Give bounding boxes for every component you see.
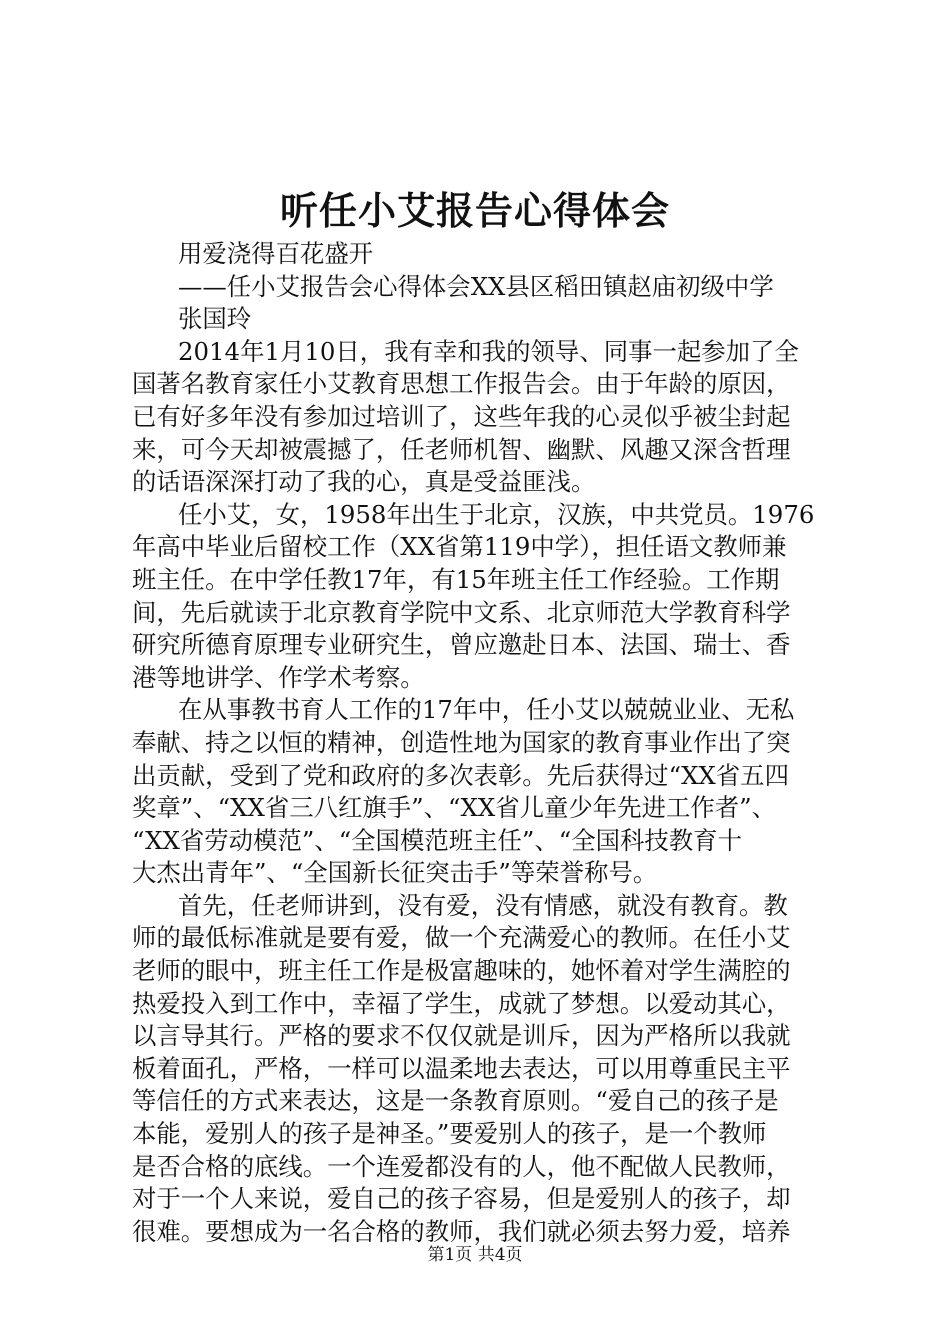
paragraph-line: 班主任。在中学任教17年，有15年班主任工作经验。工作期 xyxy=(132,564,780,594)
document-title: 听任小艾报告心得体会 xyxy=(279,188,670,233)
paragraph-line: 在从事教书育人工作的17年中，任小艾以兢兢业业、无私 xyxy=(178,695,795,725)
paragraph-line: 以言导其行。严格的要求不仅仅就是训斥，因为严格所以我就 xyxy=(132,1021,791,1051)
paragraph-line: 很难。要想成为一名合格的教师，我们就必须去努力爱，培养 xyxy=(132,1216,791,1246)
paragraph-line: 年高中毕业后留校工作（XX省第119中学），担任语文教师兼 xyxy=(132,532,787,562)
paragraph-2 xyxy=(132,499,832,695)
paragraph-line: 国著名教育家任小艾教育思想工作报告会。由于年龄的原因， xyxy=(132,369,791,399)
page-footer: 第1页 共4页 xyxy=(427,1245,523,1265)
paragraph-line: 是否合格的底线。一个连爱都没有的人，他不配做人民教师， xyxy=(132,1151,791,1181)
paragraph-line: 港等地讲学、作学术考察。 xyxy=(132,662,425,692)
document-body xyxy=(132,238,832,1248)
paragraph-line: 2014年1月10日，我有幸和我的领导、同事一起参加了全 xyxy=(178,336,799,366)
paragraph-line: 间，先后就读于北京教育学院中文系、北京师范大学教育科学 xyxy=(132,597,791,627)
paragraph-line: 等信任的方式来表达，这是一条教育原则。“爱自己的孩子是 xyxy=(132,1086,779,1116)
paragraph-line: 板着面孔，严格，一样可以温柔地去表达，可以用尊重民主平 xyxy=(132,1053,791,1083)
paragraph-line: 来，可今天却被震撼了，任老师机智、幽默、风趣又深含哲理 xyxy=(132,434,791,464)
paragraph-line: 师的最低标准就是要有爱，做一个充满爱心的教师。在任小艾 xyxy=(132,923,791,953)
paragraph-line: 首先，任老师讲到，没有爱，没有情感，就没有教育。教 xyxy=(178,890,788,920)
paragraph-line: 老师的眼中，班主任工作是极富趣味的，她怀着对学生满腔的 xyxy=(132,956,791,986)
paragraph-line: 出贡献，受到了党和政府的多次表彰。先后获得过“XX省五四 xyxy=(132,760,789,790)
paragraph-line: 热爱投入到工作中，幸福了学生，成就了梦想。以爱动其心， xyxy=(132,988,791,1018)
paragraph-1 xyxy=(132,336,832,499)
paragraph-line: “XX省劳动模范”、“全国模范班主任”、“全国科技教育十 xyxy=(132,825,742,855)
paragraph-line: 研究所德育原理专业研究生，曾应邀赴日本、法国、瑞士、香 xyxy=(132,630,791,660)
paragraph-line: 奉献、持之以恒的精神，创造性地为国家的教育事业作出了突 xyxy=(132,727,791,757)
subtitle-line: ——任小艾报告会心得体会XX县区稻田镇赵庙初级中学 xyxy=(178,271,774,301)
paragraph-3 xyxy=(132,694,832,890)
paragraph-line: 对于一个人来说，爱自己的孩子容易，但是爱别人的孩子，却 xyxy=(132,1184,791,1214)
paragraph-line: 大杰出青年”、“全国新长征突击手”等荣誉称号。 xyxy=(132,858,658,888)
paragraph-4 xyxy=(132,890,832,1249)
author-line: 张国玲 xyxy=(178,304,252,334)
paragraph-line: 的话语深深打动了我的心，真是受益匪浅。 xyxy=(132,467,596,497)
paragraph-line: 已有好多年没有参加过培训了，这些年我的心灵似乎被尘封起 xyxy=(132,401,791,431)
subtitle-line: 用爱浇得百花盛开 xyxy=(178,239,374,268)
paragraph-line: 本能，爱别人的孩子是神圣。”要爱别人的孩子，是一个教师 xyxy=(132,1119,767,1149)
paragraph-line: 奖章”、“XX省三八红旗手”、“XX省儿童少年先进工作者”、 xyxy=(132,793,777,823)
paragraph-line: 任小艾，女，1958年出生于北京，汉族，中共党员。1976 xyxy=(178,499,815,529)
